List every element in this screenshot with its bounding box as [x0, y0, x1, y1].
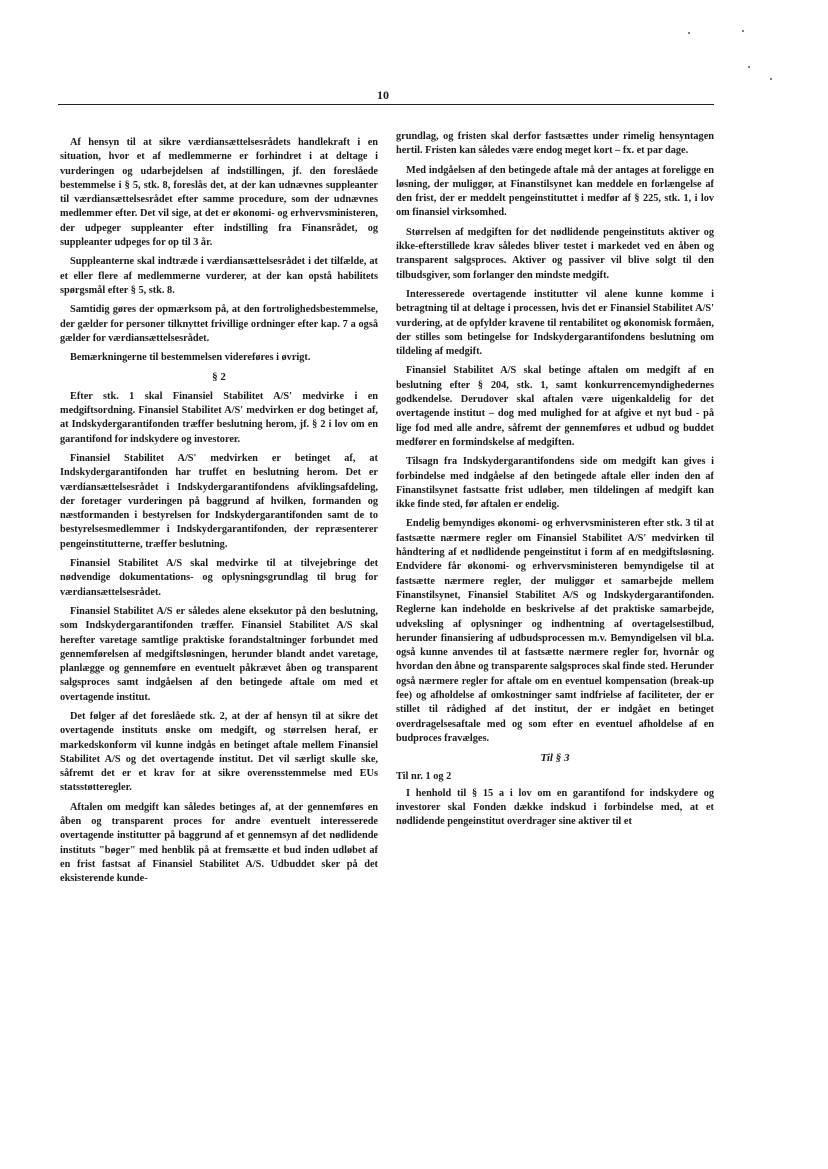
paragraph: I henhold til § 15 a i lov om en garantifond for indskydere og investorer skal Fonden dække indskud i forbindelse med, at et nødlidende pengeinstitut overdrager sine aktiver til et	[396, 787, 714, 828]
paragraph: Med indgåelsen af den betingede aftale må der antages at foreligge en løsning, der muliggør, at Finanstilsynet kan meddele en forlængelse af den frist, der er meddelt pengeinstituttet i medfør af § 225, stk. 1, i lov om finansiel virksomhed.	[396, 164, 714, 219]
page-number: 10	[377, 88, 389, 102]
subheading: Til nr. 1 og 2	[396, 771, 452, 783]
right-column	[396, 130, 714, 835]
paragraph: Samtidig gøres der opmærksom på, at den fortrolighedsbestemmelse, der gælder for personer tilknyttet frivillige ordninger efter kap. 7 a også gælder for værdiansættelsesrådet.	[60, 304, 378, 344]
paragraph: Efter stk. 1 skal Finansiel Stabilitet A/S' medvirke i en medgiftsordning. Finansiel Stabilitet A/S' medvirken er dog betinget af, at Indskydergarantifonden træffer beslutning herom, jf. § 2 i lov om en garantifond for indskydere og investorer.	[60, 390, 378, 445]
paragraph: Bemærkningerne til bestemmelsen videreføres i øvrigt.	[70, 352, 311, 364]
paragraph: Aftalen om medgift kan således betinges af, at der gennemføres en åben og transparent proces for andre eventuelt interesserede overtagende institutter på baggrund af et gennemsyn af det nødlidende instituts "bøger" med henblik på at fremsætte et bud inden udløbet af en frist fastsat af Finansiel Stabilitet A/S. Udbuddet sker på det eksisterende kunde-	[60, 801, 378, 885]
header-rule	[58, 104, 714, 105]
left-column	[60, 136, 378, 892]
paragraph: Det følger af det foreslåede stk. 2, at der af hensyn til at sikre det overtagende instituts ønske om medgift, og størrelsen heraf, er markedskonform vil kunne indgås en betinget aftale mellem Finansiel Stabilitet A/S og det overtagende institut. Det vil særligt skulle ske, såfremt det er et krav for at sikre overensstemmelse med EUs statsstøtteregler.	[60, 710, 378, 794]
scan-speck	[688, 32, 690, 34]
paragraph: Tilsagn fra Indskydergarantifondens side om medgift kan gives i forbindelse med indgåelse af den betingede aftale eller inden den af Finanstilsynet fastsatte frist udløber, men tildelingen af medgift kan ikke finde sted, før aftalen er endelig.	[396, 456, 714, 511]
paragraph: Finansiel Stabilitet A/S' medvirken er betinget af, at Indskydergarantifonden har truffet en beslutning herom. Det er værdiansættelsesrådet i Indskydergarantifondens afviklingsafdeling, der foretager vurderingen på baggrund af hvilken, formanden og næstformanden i bestyrelsen for Indskydergarantifonden samt de to bestyrelsesmedlemmer i Indskydergarantifonden, der repræsenterer pengeinstitutterne, træffer beslutning.	[60, 452, 378, 550]
paragraph: Suppleanterne skal indtræde i værdiansættelsesrådet i det tilfælde, at et eller flere af medlemmerne vurderer, at der kan opstå habilitets spørgsmål efter § 5, stk. 8.	[60, 256, 378, 296]
scan-speck	[770, 78, 772, 80]
scan-speck	[742, 30, 744, 32]
paragraph: grundlag, og fristen skal derfor fastsættes under rimelig hensyntagen hertil. Fristen kan således være endog meget kort – fx. et par dage.	[396, 131, 714, 157]
paragraph: Interesserede overtagende institutter vil alene kunne komme i betragtning til at deltage i processen, hvis det er Finansiel Stabilitet A/S' vurdering, at de opfylder kravene til rentabilitet og økonomisk formåen, der stilles som betingelse for Indskydergarantifondens beslutning om tildeling af medgift.	[396, 288, 714, 358]
paragraph: Af hensyn til at sikre værdiansættelsesrådets handlekraft i en situation, hvor et af medlemmerne er forhindret i at deltage i vurderingen og udarbejdelsen af indstillingen, jf. den foreslåede bestemmelse i § 5, stk. 8, foreslås det, at der kan udnævnes suppleanter til værdiansættelsesrådet efter samme procedure, som der udnævnes medlemmer efter. Det vil sige, at det er økonomi- og erhvervsministeren, der udpeger suppleanter efter indstilling fra Finansrådet, og suppleanter udpeges for op til 3 år.	[60, 137, 378, 249]
scan-speck	[748, 66, 750, 68]
paragraph: Endelig bemyndiges økonomi- og erhvervsministeren efter stk. 3 til at fastsætte nærmere regler om Finansiel Stabilitet A/S' medvirken til håndtering af et nødlidende pengeinstitut i form af en medgiftsløsning. Endvidere får økonomi- og erhvervsministeren bemyndigelse til at fastsætte nærmere regler, der muliggør et samarbejde mellem Finanstilsynet, Finansiel Stabilitet A/S og Indskydergarantifonden. Reglerne kan indeholde en beskrivelse af det praktiske samarbejde, udveksling af oplysninger og indhentning af overtagelsestilbud, herunder finansiering af udbudsprocessen m.v. Bemyndigelsen vil bl.a. også kunne anvendes til at fastsætte nærmere regler for, hvornår og hvordan den åbne og transparente salgsproces skal finde sted. Herunder også nærmere regler for aftale om en eventuel kompensation (break-up fee) og afholdelse af omkostninger samt indfrielse af faciliteter, der er stillet til rådighed af det institut, der er indgået en betinget overdragelsesaftale med og som efter en eventuel afholdelse af en budproces fravælges.	[396, 518, 714, 744]
paragraph: Finansiel Stabilitet A/S er således alene eksekutor på den beslutning, som Indskydergarantifonden træffer. Finansiel Stabilitet A/S skal herefter varetage samtlige praktiske forandstaltninger forbundet med gennemførelsen af medgiftsløsningen, herunder blandt andet varetage, planlægge og gennemføre en eventuelt påkrævet åben og transparent salgsproces samt indgåelsen af den betingede aftale om med et overtagende institut.	[60, 605, 378, 703]
section-heading: § 2	[212, 371, 226, 384]
paragraph: Størrelsen af medgiften for det nødlidende pengeinstituts aktiver og ikke-efterstillede krav således bliver testet i markedet ved en åben og transparent salgsproces. Aktiver og passiver vil blive solgt til den tilbudsgiver, som forlanger den mindste medgift.	[396, 226, 714, 281]
paragraph: Finansiel Stabilitet A/S skal medvirke til at tilvejebringe det nødvendige dokumentations- og oplysningsgrundlag til brug for værdiansættelsesrådet.	[60, 558, 378, 598]
paragraph: Finansiel Stabilitet A/S skal betinge aftalen om medgift af en beslutning efter § 204, stk. 1, samt konkurrencemyndighedernes godkendelse. Derudover skal aftalen være uigenkaldelig for det overtagende institut – dog med mulighed for at afgive et nyt bud - på lige fod med alle andre, såfremt der gennemføres et udbud og buddet medfører en formindskelse af medgiften.	[396, 365, 714, 448]
til-heading: Til § 3	[540, 752, 570, 765]
